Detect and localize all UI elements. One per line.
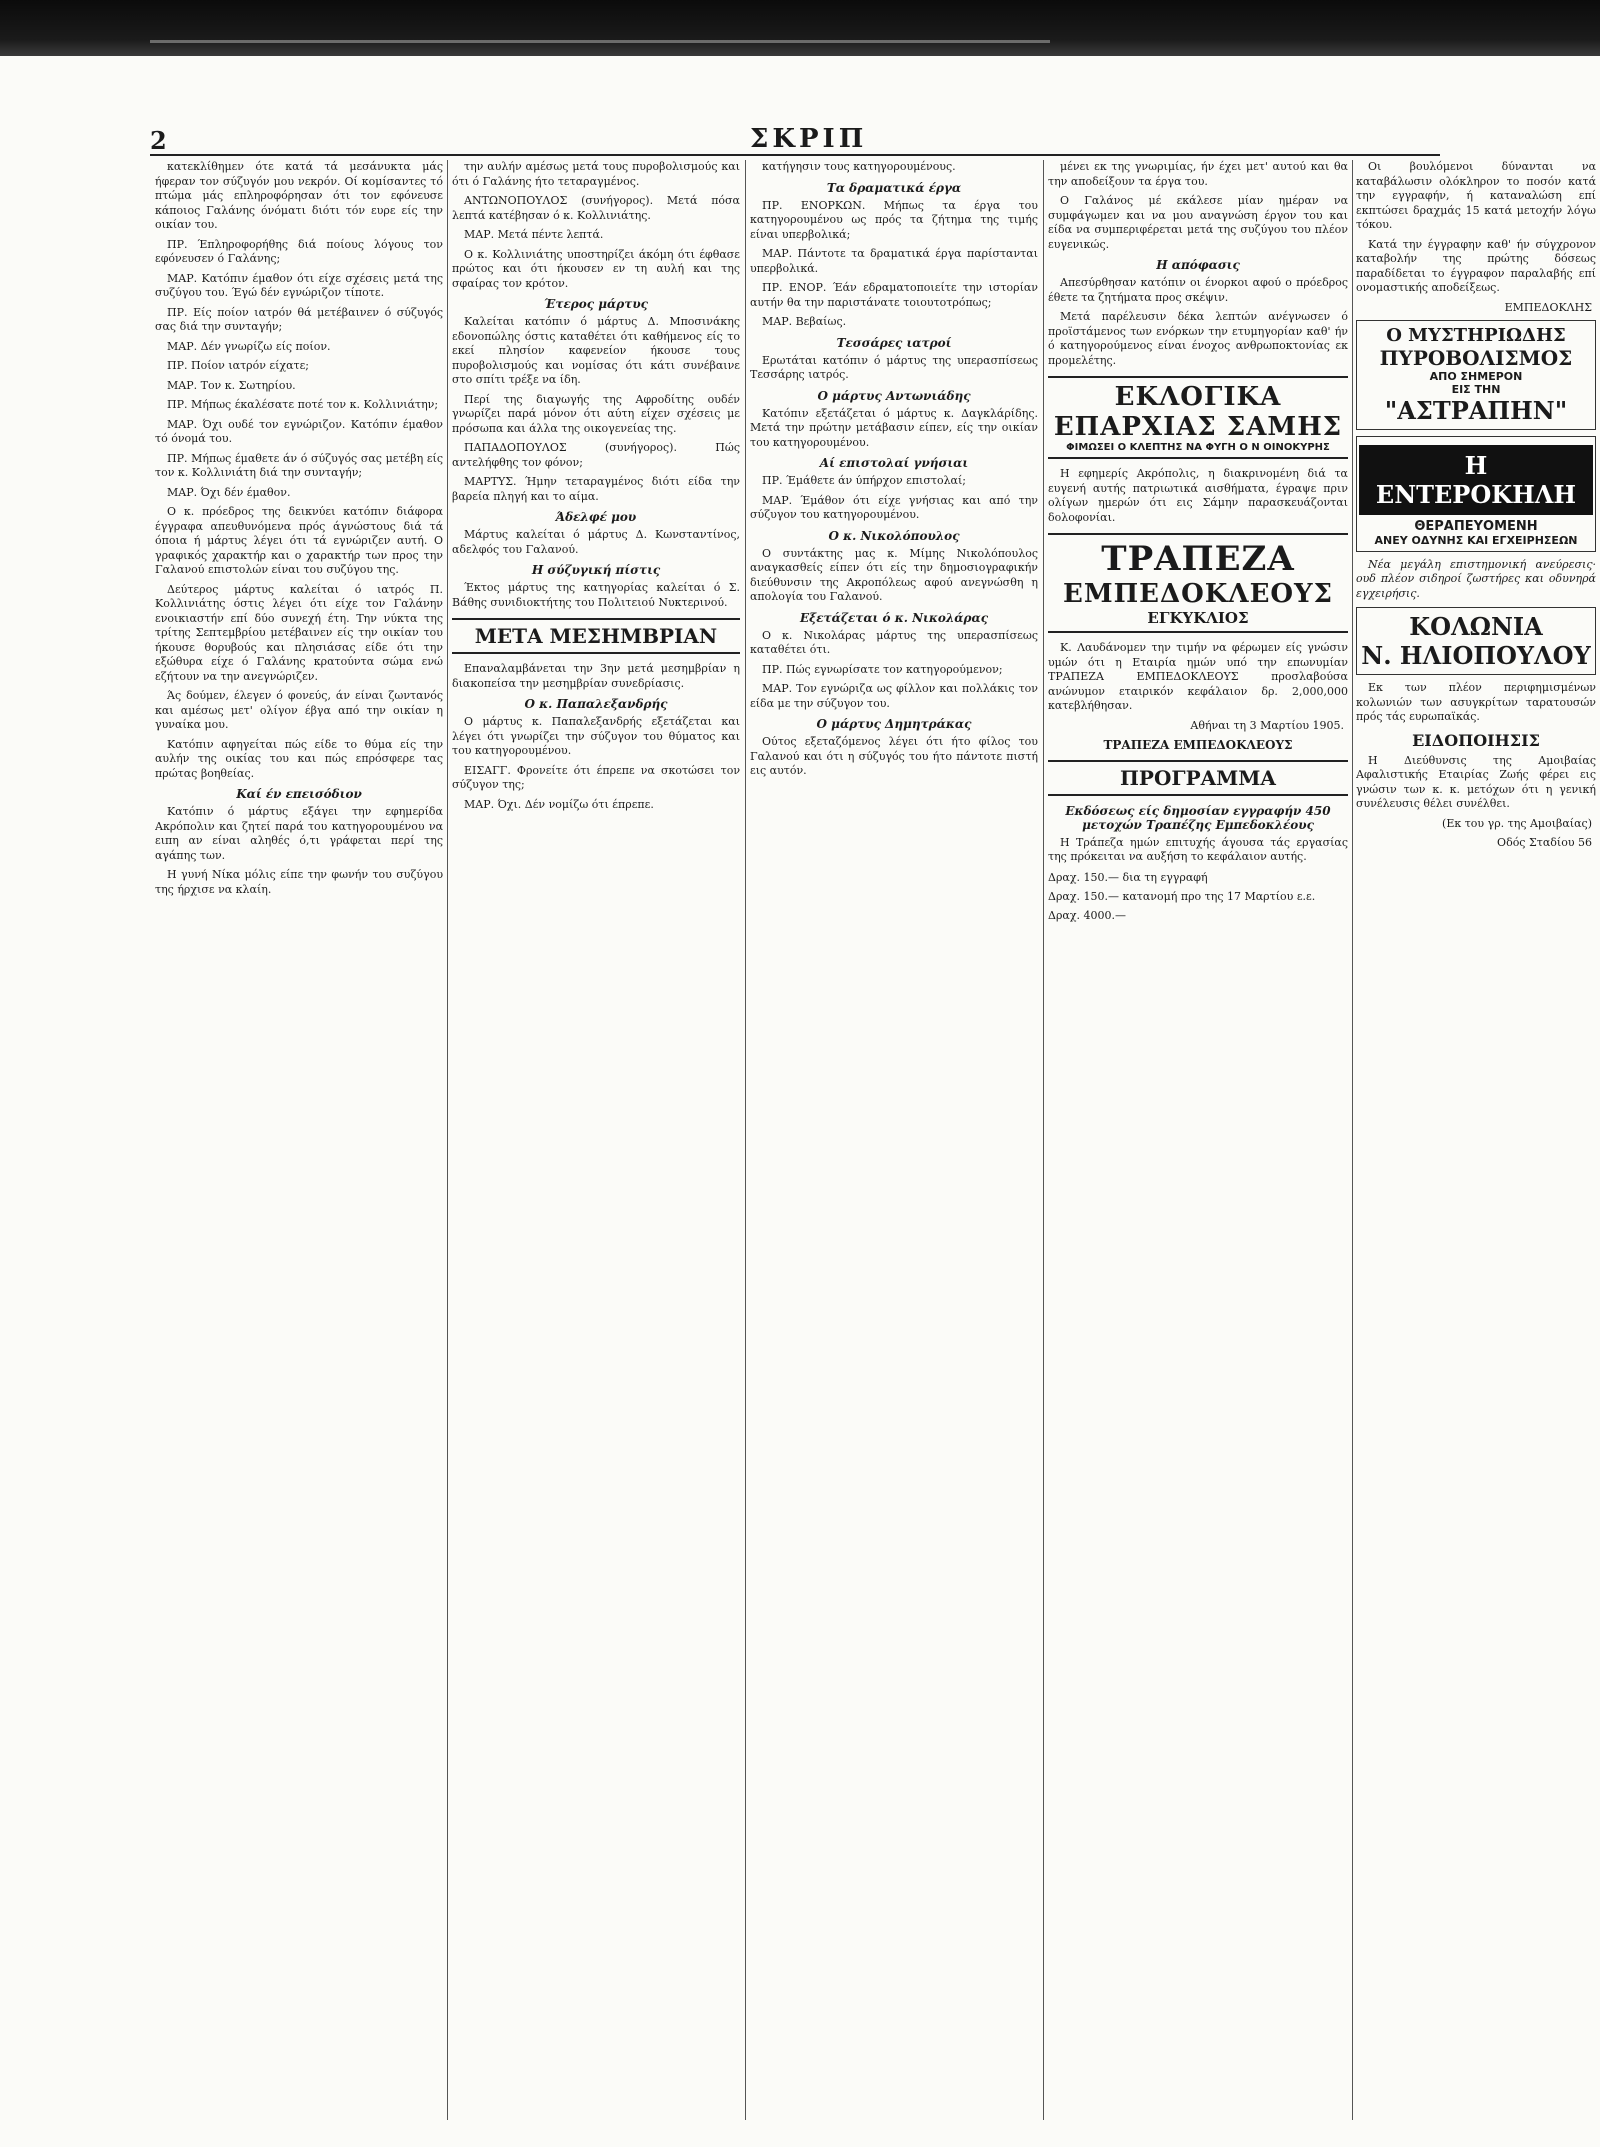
- section-heading: Έτερος μάρτυς: [544, 297, 648, 311]
- paragraph: ΠΡ. Έμάθετε άν ύπήρχον επιστολαί;: [762, 474, 966, 487]
- paragraph: Άς δούμεν, έλεγεν ό φονεύς, άν είναι ζωντανός και αμέσως μετ' ολίγον έβγα από την οικίαν η γυναίκα μου.: [155, 689, 443, 731]
- section-heading: Η απόφασις: [1156, 258, 1240, 272]
- page-bottom-margin: [0, 2120, 1600, 2147]
- section-heading: Τα δραματικά έργα: [826, 180, 962, 195]
- bank-name: ΕΜΠΕΔΟΚΛΕΟΥΣ: [1063, 579, 1333, 609]
- paragraph: Ο Γαλάνος μέ εκάλεσε μίαν ημέραν να συμφάγωμεν και να μου αναγνώση έργον του και είδα να συμπεριφέρεται μετά της συζύγου του πλέον ευγενικώς.: [1048, 194, 1348, 251]
- program-title: ΠΡΟΓΡΑΜΜΑ: [1120, 765, 1276, 790]
- column-3: [750, 160, 1038, 2120]
- column-rule: [447, 160, 448, 2120]
- column-5: [1356, 160, 1596, 2120]
- paragraph: Ο κ. πρόεδρος της δεικνύει κατόπιν διάφορα έγγραφα απευθυνόμενα πρός άγνώστους διά τά όποια ή μάρτυς λέγει ότι τά εγνώριζεν αυτή. Ο γραφικός χαρακτήρ και ο χαρακτήρ των προς την Γαλανού επιστολών είναι του συζύγου της.: [155, 505, 443, 576]
- paragraph: Επαναλαμβάνεται την 3ην μετά μεσημβρίαν η διακοπείσα την μεσημβρίαν συνεδρίασις.: [452, 662, 740, 690]
- cologne-advert: [1356, 607, 1596, 675]
- paragraph: Κατόπιν εξετάζεται ό μάρτυς κ. Δαγκλάρίδης. Μετά την πρώτην μετάβασιν είπεν, είς την οικίαν του κατηγορουμένου.: [750, 406, 1038, 449]
- payment-line: Δραχ. 150.— δια τη εγγραφή: [1048, 870, 1208, 884]
- section-heading: Η σύζυγική πίστις: [531, 563, 661, 577]
- paragraph: Νέα μεγάλη επιστημονική ανεύρεσις· ουδ πλέον σιδηροί ζωστήρες και οδυνηρά εγχειρήσις.: [1356, 557, 1596, 600]
- paragraph: Ούτος εξεταζόμενος λέγει ότι ήτο φίλος του Γαλανού και ότι η σύζυγός του ήτο πάντοτε πιστή εις αυτόν.: [750, 735, 1038, 777]
- advert-line: ΠΥΡΟΒΟΛΙΣΜΟΣ: [1379, 345, 1573, 370]
- paragraph: Εκ των πλέον περιφημισμένων κολωνιών των ασυγκρίτων ταρατουσών πρός τάς ευρωπαϊκάς.: [1356, 681, 1596, 723]
- advert-line: ΘΕΡΑΠΕΥΟΜΕΝΗ: [1414, 518, 1538, 534]
- notice-heading: ΕΙΔΟΠΟΙΗΣΙΣ: [1412, 730, 1540, 750]
- column-1: [155, 160, 443, 2120]
- section-heading: Ο κ. Νικολόπουλος: [828, 528, 960, 543]
- paragraph: ΠΡ. Μήπως έμαθετε άν ό σύζυγός σας μετέβη είς τον κ. Κολλινιάτη διά την συνταγήν;: [155, 451, 443, 479]
- paragraph: Η Διεύθυνσις της Αμοιβαίας Αφαλιστικής Εταιρίας Ζωής φέρει εις γνώσιν των κ. κ. μετόχων ότι η γενική συνέλευσις θέλει συνέλθει.: [1356, 753, 1596, 810]
- afternoon-session-banner: [452, 618, 740, 654]
- paragraph: ΜΑΡ. Δέν γνωρίζω είς ποίον.: [167, 339, 331, 353]
- section-heading: Ο κ. Παπαλεξανδρής: [524, 697, 668, 711]
- paragraph: ΠΡ. Μήπως έκαλέσατε ποτέ τον κ. Κολλινιάτην;: [167, 398, 439, 411]
- advert-line: ΑΠΟ ΣΗΜΕΡΟΝ: [1429, 369, 1523, 383]
- paragraph: Οι βουλόμενοι δύνανται να καταβάλωσιν ολόκληρον το ποσόν κατά την εγγραφήν, ή καταναλώση επί εκπτώσει δραχμάς 15 κατά μετοχήν λόγω τόκου.: [1356, 160, 1596, 231]
- section-heading: Ο μάρτυς Αντωνιάδης: [817, 388, 971, 403]
- paragraph: Κ. Λαυδάνομεν την τιμήν να φέρωμεν είς γνώσιν υμών ότι η Εταιρία ημών υπό την επωνυμίαν ΤΡΑΠΕΖΑ ΕΜΠΕΔΟΚΛΕΟΥΣ προσλαβούσα ανώνυμον εταιρικόν κεφάλαιον δρ. 2,000,000 κατεβλήθησαν.: [1048, 641, 1348, 712]
- paragraph: ΜΑΡΤΥΣ. Ήμην τεταραγμένος διότι είδα την βαρεία πληγή και το αίμα.: [452, 475, 740, 503]
- dateline: Αθήναι τη 3 Μαρτίου 1905.: [1190, 718, 1344, 732]
- paragraph: μένει εκ της γνωριμίας, ήν έχει μετ' αυτού και θα την αποδείξουν τα έργα του.: [1048, 160, 1348, 188]
- paragraph: Κατόπιν ό μάρτυς εξάγει την εφημερίδα Ακρόπολιν και ζητεί παρά του κατηγορουμένου να ειπη αν είναι αληθές ό,τι γράφεται περί της αγάπης των.: [155, 805, 443, 862]
- advert-line: ΕΙΣ ΤΗΝ: [1451, 382, 1501, 396]
- advert-line: ΑΝΕΥ ΟΔΥΝΗΣ ΚΑΙ ΕΓΧΕΙΡΗΣΕΩΝ: [1374, 533, 1578, 547]
- signature: ΕΜΠΕΔΟΚΛΗΣ: [1504, 300, 1592, 314]
- address-line: Οδός Σταδίου 56: [1497, 835, 1592, 849]
- paragraph: ΜΑΡ. Έμάθον ότι είχε γνήσιας και από την σύζυγον του κατηγορουμένου.: [750, 493, 1038, 521]
- paragraph: ΜΑΡ. Όχι δέν έμαθον.: [167, 485, 291, 499]
- advert-line: ΚΟΛΩΝΙΑ: [1409, 612, 1543, 641]
- paragraph: Ο μάρτυς κ. Παπαλεξανδρής εξετάζεται και λέγει ότι γνωρίζει την σύζυγον του θύματος και του κατηγορουμένου.: [452, 715, 740, 757]
- section-heading: Άδελφέ μου: [555, 510, 637, 524]
- paragraph: Η Τράπεζα ημών επιτυχής άγουσα τάς εργασίας της πρόκειται να αυξήση το κεφάλαιον αυτής.: [1048, 835, 1348, 863]
- paragraph: ΠΡ. Είς ποίον ιατρόν θά μετέβαινεν ό σύζυγός σας διά την συνταγήν;: [155, 305, 443, 333]
- paragraph: ΜΑΡ. Μετά πέντε λεπτά.: [464, 228, 604, 241]
- paragraph: ΜΑΡ. Πάντοτε τα δραματικά έργα παρίστανται υπερβολικά.: [750, 247, 1038, 275]
- section-heading: Εξετάζεται ό κ. Νικολάρας: [799, 610, 989, 625]
- advert-line: Η ΕΝΤΕΡΟΚΗΛΗ: [1359, 445, 1593, 515]
- paragraph: Κατόπιν αφηγείται πώς είδε το θύμα είς την αυλήν της οικίας του και πώς επρόσφερε τας πρώτας βοηθείας.: [155, 737, 443, 780]
- paragraph: ΜΑΡ. Βεβαίως.: [762, 315, 847, 328]
- section-heading: Ο μάρτυς Δημητράκας: [816, 717, 972, 731]
- hernia-advert: [1356, 436, 1596, 552]
- paragraph: ΠΡ. Έπληροφορήθης διά ποίους λόγους τον εφόνευσεν ό Γαλάνης;: [155, 237, 443, 265]
- advert-line: Ο ΜΥΣΤΗΡΙΩΔΗΣ: [1386, 324, 1566, 346]
- paragraph: Έκτος μάρτυς της κατηγορίας καλείται ό Σ. Βάθης συνιδιοκτήτης του Πολιτειού Νυκτερινού.: [452, 581, 740, 609]
- paragraph: Δεύτερος μάρτυς καλείται ό ιατρός Π. Κολλινιάτης όστις λέγει ότι είχε τον Γαλάνην ενοικιαστήν επί δύο συνεχή έτη. Την νύκτα της τρίτης Σεπτεμβρίου μετέβαινεν είς την οικίαν του ήκουσε θορυβούς και πλησιάσας είδε ότι την εξώθυρα είχε ό Γαλάνης κρατούντα σώμα ενώ εζήτουν να την ανεγνώριζεν.: [155, 582, 443, 683]
- astrapi-advert: [1356, 320, 1596, 430]
- paragraph: Μετά παρέλευσιν δέκα λεπτών ανέγνωσεν ό προϊστάμενος των ενόρκων την ετυμηγορίαν καθ' ήν ό κατηγορούμενος είναι ένοχος ανθρωποκτονίας εκ προμελέτης.: [1048, 310, 1348, 367]
- masthead: [150, 124, 1440, 156]
- paragraph: ΠΑΠΑΔΟΠΟΥΛΟΣ (συνήγορος). Πώς αντελήφθης τον φόνον;: [452, 441, 740, 469]
- column-4: [1048, 160, 1348, 2120]
- paragraph: Η γυνή Νίκα μόλις είπε την φωνήν του συζύγου της ήρχισε να κλαίη.: [155, 868, 443, 896]
- payment-line: Δραχ. 4000.—: [1048, 908, 1126, 922]
- paragraph: ΕΙΣΑΓΓ. Φρονείτε ότι έπρεπε να σκοτώσει τον σύζυγον της;: [452, 763, 740, 791]
- paragraph: ΜΑΡ. Τον εγνώριζα ως φίλλον και πολλάκις τον είδα με την σύζυγον του.: [750, 682, 1038, 710]
- column-2: [452, 160, 740, 2120]
- paragraph: κατήγησιν τους κατηγορουμένους.: [762, 160, 956, 173]
- section-heading: Καί έν επεισόδιον: [236, 787, 362, 801]
- paragraph: ΜΑΡ. Κατόπιν έμαθον ότι είχε σχέσεις μετά της συζύγου του. Έγώ δέν εγνώριζον τίποτε.: [155, 271, 443, 299]
- paragraph: ΜΑΡ. Όχι. Δέν νομίζω ότι έπρεπε.: [464, 797, 654, 811]
- paragraph: Ο συντάκτης μας κ. Μίμης Νικολόπουλος αναγκασθείς είπεν ότι είς την δημοσιογραφικήν διεύθυνσιν της Ακροπόλεως αφού ανεγνώσθη η απολογία του Γαλανού.: [750, 546, 1038, 603]
- paragraph: Κατά την έγγραφην καθ' ήν σύγχρονον καταβολήν της πρώτης δόσεως παραδίδεται το έγγραφον παραλαβής επί ονομαστικής αποδείξεως.: [1356, 237, 1596, 294]
- paragraph: Ο κ. Κολλινιάτης υποστηρίζει άκόμη ότι έφθασε πρώτος και ότι ήκουσεν εν τη αυλή και της σφαίρας τον κρότον.: [452, 247, 740, 290]
- paragraph: Καλείται κατόπιν ό μάρτυς Δ. Μποσινάκης εδονοπώλης όστις καταθέτει ότι καθήμενος είς το εκεί πλησίον καφενείον ήκουσε τους πυροβολισμούς και νομίσας ότι κάτι συνέβαινε στο σπίτι τρέξε να ίδη.: [452, 315, 740, 386]
- election-region: ΕΠΑΡΧΙΑΣ ΣΑΜΗΣ: [1053, 412, 1343, 442]
- paragraph: Μάρτυς καλείται ό μάρτυς Δ. Κωνσταντίνος, αδελφός του Γαλανού.: [452, 528, 740, 556]
- column-rule: [1043, 160, 1044, 2120]
- advert-line: "ΑΣΤΡΑΠΗΝ": [1384, 395, 1568, 425]
- paragraph: την αυλήν αμέσως μετά τους πυροβολισμούς και ότι ό Γαλάνης ήτο τεταραγμένος.: [452, 160, 740, 188]
- paragraph: Ερωτάται κατόπιν ό μάρτυς της υπερασπίσεως Τεσσάρης ιατρός.: [750, 353, 1038, 381]
- paragraph: Ο κ. Νικολάρας μάρτυς της υπερασπίσεως καταθέτει ότι.: [750, 628, 1038, 656]
- election-subtitle: ΦΙΜΩΣΕΙ Ο ΚΛΕΠΤΗΣ ΝΑ ΦΥΓΗ Ο Ν ΟΙΝΟΚΥΡΗΣ: [1066, 442, 1330, 453]
- paragraph: ΑΝΤΩΝΟΠΟΥΛΟΣ (συνήγορος). Μετά πόσα λεπτά κατέβησαν ό κ. Κολλινιάτης.: [452, 194, 740, 222]
- program-subtitle: Εκδόσεως είς δημοσίαν εγγραφήν 450 μετοχών Τραπέζης Εμπεδοκλέους: [1065, 803, 1331, 832]
- paragraph: ΠΡ. ΕΝΟΡΚΩΝ. Μήπως τα έργα του κατηγορουμένου ως πρός τα ζήτημα της τιμής είναι υπερβολικά;: [750, 198, 1038, 241]
- source-line: (Εκ του γρ. της Αμοιβαίας): [1442, 816, 1592, 830]
- paragraph: ΠΡ. ΕΝΟΡ. Έάν εδραματοποιείτε την ιστορίαν αυτήν θα την παριστάνατε τοιουτοτρόπως;: [750, 281, 1038, 309]
- page-number: 2: [150, 126, 167, 155]
- paragraph: κατεκλίθημεν ότε κατά τά μεσάνυκτα μάς ήφεραν τον σύζυγόν μου νεκρόν. Οί κομίσαντες τό πτώμα μάς επληροφόρησαν ότι τον εφόνευσε κάποιος Γαλάνης όνόματι διότι τόν ευρε είς την οικίαν του.: [155, 160, 443, 231]
- paragraph: ΜΑΡ. Τον κ. Σωτηρίου.: [167, 378, 296, 392]
- election-heading-box: [1048, 376, 1348, 459]
- column-rule: [1352, 160, 1353, 2120]
- section-heading: Αί επιστολαί γνήσιαι: [819, 456, 969, 470]
- program-box: [1048, 760, 1348, 796]
- bank-signature: ΤΡΑΠΕΖΑ ΕΜΠΕΔΟΚΛΕΟΥΣ: [1103, 737, 1293, 752]
- newspaper-name: ΣΚΡΙΠ: [750, 124, 868, 154]
- circular-title: ΕΓΚΥΚΛΙΟΣ: [1147, 609, 1249, 627]
- bank-heading-box: [1048, 533, 1348, 633]
- paragraph: Περί της διαγωγής της Αφροδίτης ουδέν γνωρίζει παρά μόνον ότι αύτη είχεν σχέσεις με πρόσωπα και άλλα της οικογενείας της.: [452, 392, 740, 435]
- paragraph: ΠΡ. Πώς εγνωρίσατε τον κατηγορούμενον;: [762, 662, 1003, 676]
- banner-title: ΜΕΤΑ ΜΕΣΗΜΒΡΙΑΝ: [474, 624, 718, 648]
- paragraph: ΜΑΡ. Όχι ουδέ τον εγνώριζον. Κατόπιν έμαθον τό όνομά του.: [155, 417, 443, 445]
- paragraph: ΠΡ. Ποίον ιατρόν είχατε;: [167, 359, 310, 372]
- payment-line: Δραχ. 150.— κατανομή προ της 17 Μαρτίου ε.ε.: [1048, 889, 1316, 903]
- section-heading: Τεσσάρες ιατροί: [836, 335, 952, 350]
- election-title: ΕΚΛΟΓΙΚΑ: [1114, 382, 1282, 412]
- advert-line: Ν. ΗΛΙΟΠΟΥΛΟΥ: [1361, 641, 1591, 670]
- bank-title: ΤΡΑΠΕΖΑ: [1101, 539, 1295, 579]
- scan-dark-margin: [0, 0, 1600, 56]
- column-rule: [745, 160, 746, 2120]
- paragraph: Απεσύρθησαν κατόπιν οι ένορκοι αφού ο πρόεδρος έθετε τα ζητήματα προς σκέψιν.: [1048, 276, 1348, 304]
- paragraph: Η εφημερίς Ακρόπολις, η διακρινομένη διά τα ευγενή αυτής πατριωτικά αισθήματα, έγραψε πριν ολίγων ημερών ότι εις Σάμην παρασκευάζονται δολοφονίαι.: [1048, 467, 1348, 524]
